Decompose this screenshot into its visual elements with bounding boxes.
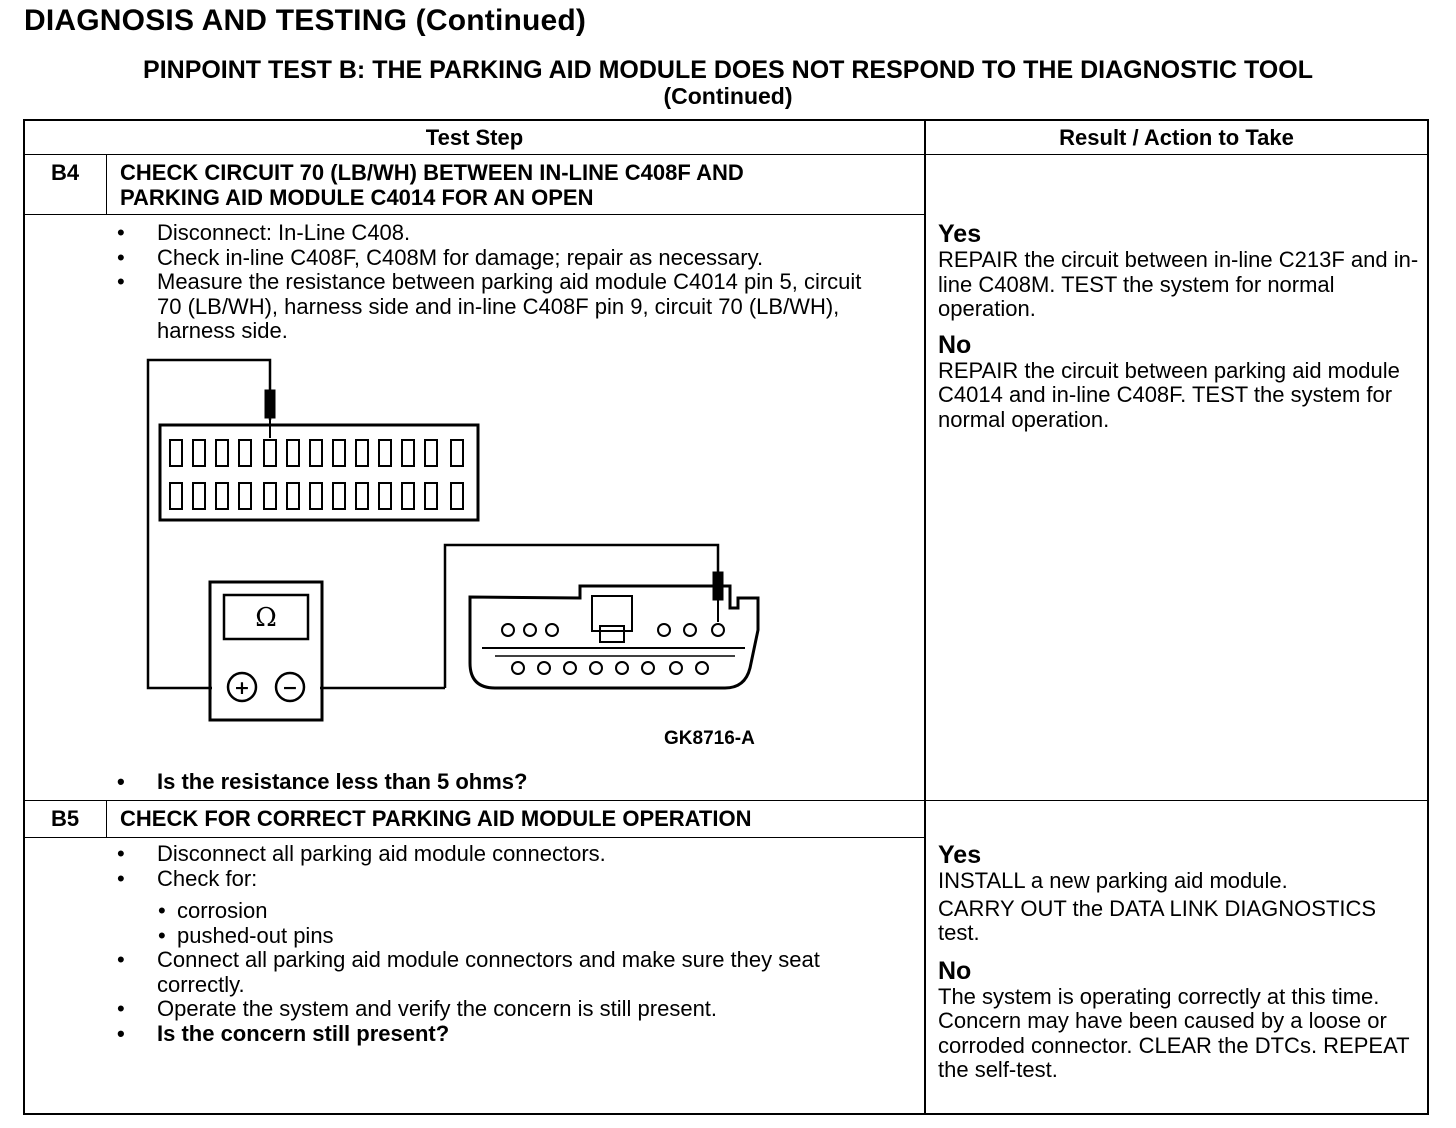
yes-action-2: CARRY OUT the DATA LINK DIAGNOSTICS test. (938, 895, 1377, 945)
page-title: DIAGNOSIS AND TESTING (Continued) (24, 4, 587, 37)
yes-action-1: INSTALL a new parking aid module. (938, 868, 1288, 893)
list-item (117, 867, 887, 949)
yes-action: REPAIR the circuit between in-line C213F and in-line C408M. TEST the system for normal operation. (938, 247, 1419, 321)
connector-pin-row-bottom (170, 483, 463, 509)
check-for-label: Check for: (157, 865, 258, 891)
connector-pin-row-top (170, 440, 463, 466)
list-item: • Measure the resistance between parking aid module C4014 pin 5, circuit 70 (LB/WH), harness side and in-line C408F pin 9, circuit 70 (LB/WH), harness side. (117, 270, 887, 344)
list-item: • Disconnect: In-Line C408. (117, 221, 887, 246)
question: • Is the concern still present? (117, 1022, 887, 1047)
yes-label: Yes (938, 841, 982, 869)
list-item: • corrosion (117, 899, 887, 924)
no-action: REPAIR the circuit between parking aid module C4014 and in-line C408F. TEST the system for normal operation. (938, 357, 1400, 432)
minus-symbol: − (282, 677, 298, 699)
result-b5 (938, 842, 1422, 1083)
test-title-continued: (Continued) (663, 83, 793, 109)
step-b4-question (117, 770, 887, 795)
plus-symbol: + (234, 677, 250, 699)
question: • Is the resistance less than 5 ohms? (117, 770, 887, 795)
step-title-b4-line1: CHECK CIRCUIT 70 (LB/WH) BETWEEN IN-LINE C408F AND (120, 160, 744, 185)
list-item: • Disconnect all parking aid module connectors. (117, 842, 887, 867)
step-id-b5: B5 (50, 806, 80, 831)
no-label: No (938, 956, 972, 985)
no-label: No (938, 330, 972, 359)
list-item: • Operate the system and verify the concern is still present. (117, 997, 887, 1022)
step-title-b4-line2: PARKING AID MODULE C4014 FOR AN OPEN (120, 185, 594, 210)
result-b4 (938, 221, 1422, 432)
list-item: • Connect all parking aid module connectors and make sure they seat correctly. (117, 948, 887, 997)
probe-tip-left (265, 390, 275, 418)
no-action: The system is operating correctly at this time. Concern may have been caused by a loose or corroded connector. CLEAR the DTCs. REPEAT the self-test. (938, 983, 1410, 1082)
test-lead-wire-probe (445, 545, 718, 688)
step-b4-instructions (117, 221, 887, 344)
step-b5-instructions (117, 842, 887, 1046)
figure-label: GK8716-A (664, 728, 755, 749)
step-id-b4: B4 (50, 160, 80, 185)
yes-label: Yes (938, 220, 982, 248)
ohm-symbol: Ω (255, 603, 277, 633)
list-item: • Check in-line C408F, C408M for damage; repair as necessary. (117, 246, 887, 271)
column-header-result: Result / Action to Take (1059, 125, 1294, 150)
test-title: PINPOINT TEST B: THE PARKING AID MODULE DOES NOT RESPOND TO THE DIAGNOSTIC TOOL (143, 56, 1313, 84)
list-item: • pushed-out pins (117, 924, 887, 949)
step-title-b5: CHECK FOR CORRECT PARKING AID MODULE OPERATION (120, 806, 752, 831)
column-header-test-step: Test Step (425, 125, 524, 150)
resistance-test-diagram (140, 350, 780, 760)
probe-tip-right (713, 572, 723, 600)
step-title-b4 (120, 160, 744, 210)
